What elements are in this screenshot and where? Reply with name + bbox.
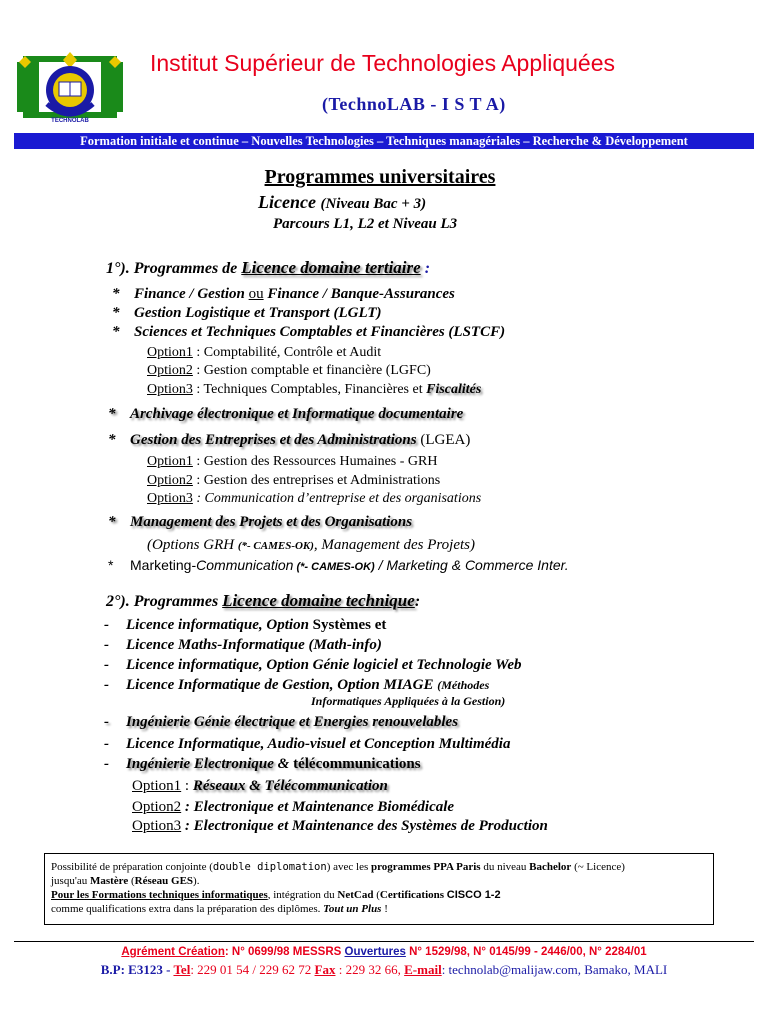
- section1-heading: 1°). Programmes de Licence domaine tertiaire :: [106, 258, 431, 277]
- option-item: Option1 : Gestion des Ressources Humaines - GRH: [147, 454, 438, 469]
- svg-text:TECHNOLAB: TECHNOLAB: [51, 118, 89, 124]
- list-item: * Finance / Gestion ou Finance / Banque-Assurances: [112, 286, 455, 302]
- option-item: Option1 : Comptabilité, Contrôle et Audit: [147, 345, 382, 360]
- option-item: Option2 : Electronique et Maintenance Biomédicale: [132, 799, 455, 815]
- list-item: - Licence Informatique, Audio-visuel et Conception Multimédia: [104, 736, 511, 752]
- list-item: - Ingénierie Génie électrique et Energies renouvelables: [104, 714, 459, 730]
- list-item: * Gestion Logistique et Transport (LGLT): [112, 305, 382, 321]
- list-item: - Ingénierie Electronique & télécommunications: [104, 756, 421, 772]
- note-line: Pour les Formations techniques informatiques, intégration du NetCad (Certifications CISCO 1-2: [51, 889, 501, 901]
- option-item: Option3 : Electronique et Maintenance des Systèmes de Production: [132, 818, 548, 834]
- list-item: * Marketing-Communication (*- CAMES-OK) / Marketing & Commerce Inter.: [108, 557, 569, 573]
- list-item-detail: (Options GRH (*- CAMES-OK), Management des Projets): [147, 537, 475, 553]
- list-item: - Licence Maths-Informatique (Math-info): [104, 637, 382, 653]
- option-item: Option1 : Réseaux & Télécommunication: [132, 778, 388, 794]
- list-item: - Licence informatique, Option Systèmes et: [104, 617, 387, 633]
- list-item: * Sciences et Techniques Comptables et Financières (LSTCF): [112, 324, 506, 340]
- institute-title: Institut Supérieur de Technologies Appliquées: [150, 50, 616, 76]
- licence-heading: [258, 192, 426, 213]
- list-item: * Management des Projets et des Organisations: [108, 514, 413, 530]
- option-item: Option2 : Gestion des entreprises et Administrations: [147, 473, 441, 488]
- institute-logo: [17, 48, 123, 130]
- note-line: Possibilité de préparation conjointe (double diplomation) avec les programmes PPA Paris du niveau Bachelor (~ Licence): [51, 861, 625, 873]
- option-item: Option2 : Gestion comptable et financière (LGFC): [147, 363, 431, 378]
- list-item: - Licence informatique, Option Génie logiciel et Technologie Web: [104, 657, 522, 673]
- page-title: Programmes universitaires: [264, 166, 496, 188]
- footer-contact: B.P: E3123 - Tel: 229 01 54 / 229 62 72 Fax : 229 32 66, E-mail: technolab@malijaw.com, Bamako, MALI: [100, 962, 668, 977]
- footer-accreditation: Agrément Création: N° 0699/98 MESSRS Ouvertures N° 1529/98, N° 0145/99 - 2446/00, N° 2284/01: [121, 946, 647, 958]
- section2-heading: 2°). Programmes Licence domaine technique:: [106, 591, 421, 610]
- list-item-continuation: Informatiques Appliquées à la Gestion): [311, 694, 506, 708]
- list-item: * Archivage électronique et Informatique documentaire: [108, 406, 464, 422]
- footer-divider: [14, 941, 754, 942]
- institute-subtitle: (TechnoLAB - I S T A): [322, 94, 506, 114]
- list-item: * Gestion des Entreprises et des Administrations (LGEA): [108, 432, 471, 448]
- parcours-heading: Parcours L1, L2 et Niveau L3: [273, 216, 458, 232]
- licence-level: (Niveau Bac + 3): [320, 196, 427, 212]
- licence-word: Licence: [258, 192, 316, 212]
- option-item: Option3 : Communication d’entreprise et des organisations: [147, 491, 482, 506]
- note-line: comme qualifications extra dans la préparation des diplômes. Tout un Plus !: [51, 903, 388, 915]
- header-banner: Formation initiale et continue – Nouvelles Technologies – Techniques managériales – Recherche & Développement: [14, 133, 754, 149]
- list-item: - Licence Informatique de Gestion, Option MIAGE (Méthodes: [104, 677, 490, 693]
- option-item: Option3 : Techniques Comptables, Financières et Fiscalités: [147, 382, 482, 397]
- note-line: jusqu'au Mastère (Réseau GES).: [51, 875, 200, 887]
- info-note-box: [44, 853, 714, 925]
